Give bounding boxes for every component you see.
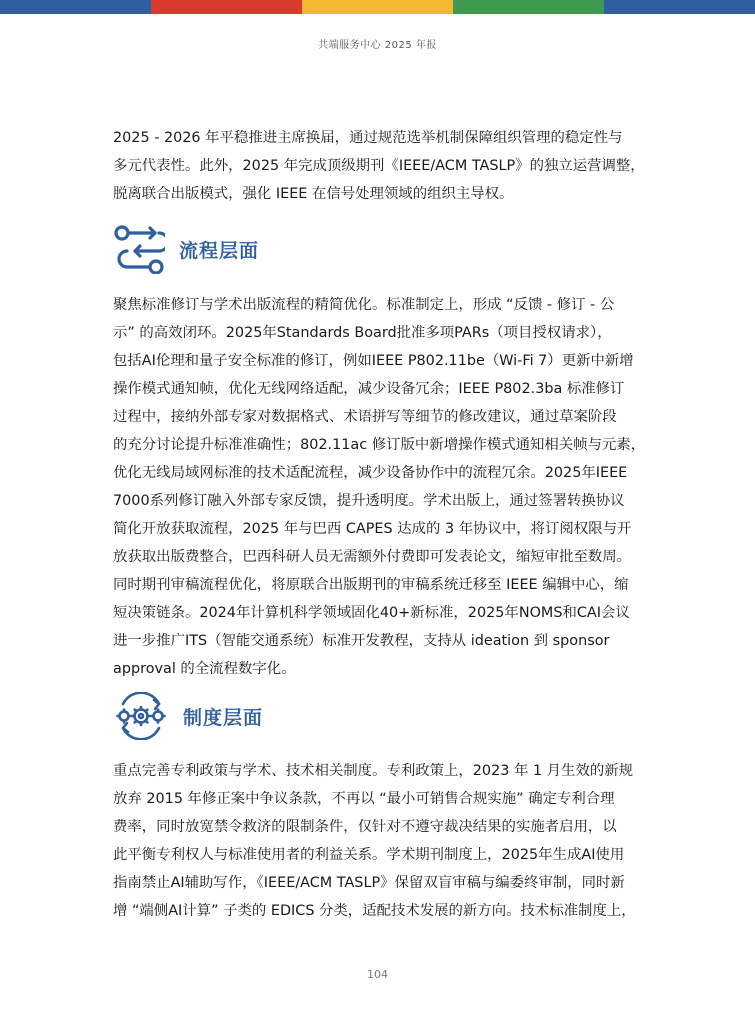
text-line: 操作模式通知帧，优化无线网络适配，减少设备冗余；IEEE P802.3ba 标准修订 bbox=[113, 381, 625, 397]
text-line: 聚焦标准修订与学术出版流程的精简优化。标准制定上，形成 “反馈 - 修订 - 公 bbox=[113, 297, 615, 313]
system-paragraph bbox=[113, 757, 653, 925]
text-line: approval 的全流程数字化。 bbox=[113, 661, 296, 677]
process-flow-icon bbox=[113, 224, 165, 274]
color-bar-segment bbox=[151, 0, 302, 14]
text-line: 增 “端侧AI计算” 子类的 EDICS 分类，适配技术发展的新方向。技术标准制度上， bbox=[113, 903, 636, 919]
text-line: 的充分讨论提升标准准确性；802.11ac 修订版中新增操作模式通知相关帧与元素， bbox=[113, 437, 646, 453]
page-header-title: 共端服务中心 2025 年报 bbox=[318, 40, 437, 51]
text-line: 7000系列修订融入外部专家反馈，提升透明度。学术出版上，通过签署转换协议 bbox=[113, 493, 625, 509]
text-line: 同时期刊审稿流程优化，将原联合出版期刊的审稿系统迁移至 IEEE 编辑中心，缩 bbox=[113, 577, 629, 593]
gears-icon bbox=[113, 692, 169, 740]
text-line: 过程中，接纳外部专家对数据格式、术语拼写等细节的修改建议，通过草案阶段 bbox=[113, 409, 617, 425]
top-color-bar bbox=[0, 0, 755, 14]
text-line: 简化开放获取流程，2025 年与巴西 CAPES 达成的 3 年协议中，将订阅权限与开 bbox=[113, 521, 632, 537]
text-line: 重点完善专利政策与学术、技术相关制度。专利政策上，2023 年 1 月生效的新规 bbox=[113, 763, 634, 779]
page-number: 104 bbox=[367, 968, 388, 981]
section-title: 流程层面 bbox=[179, 239, 260, 262]
section-title: 制度层面 bbox=[183, 706, 264, 729]
color-bar-segment bbox=[0, 0, 151, 14]
color-bar-segment bbox=[302, 0, 453, 14]
section-heading-process bbox=[113, 224, 259, 274]
color-bar-segment bbox=[604, 0, 755, 14]
text-line: 多元代表性。此外，2025 年完成顶级期刊《IEEE/ACM TASLP》的独立运营调整， bbox=[113, 158, 645, 174]
text-line: 进一步推广ITS（智能交通系统）标准开发教程，支持从 ideation 到 sponsor bbox=[113, 633, 610, 649]
section-heading-system bbox=[113, 692, 263, 740]
text-line: 2025 - 2026 年平稳推进主席换届，通过规范选举机制保障组织管理的稳定性与 bbox=[113, 130, 623, 146]
process-paragraph bbox=[113, 291, 653, 683]
intro-paragraph bbox=[113, 124, 653, 208]
color-bar-segment bbox=[453, 0, 604, 14]
text-line: 短决策链条。2024年计算机科学领域固化40+新标准，2025年NOMS和CAI会议 bbox=[113, 605, 630, 621]
text-line: 放弃 2015 年修正案中争议条款，不再以 “最小可销售合规实施” 确定专利合理 bbox=[113, 791, 615, 807]
text-line: 包括AI伦理和量子安全标准的修订，例如IEEE P802.11be（Wi-Fi 7）更新中新增 bbox=[113, 353, 634, 369]
text-line: 此平衡专利权人与标准使用者的利益关系。学术期刊制度上，2025年生成AI使用 bbox=[113, 847, 625, 863]
text-line: 放获取出版费整合，巴西科研人员无需额外付费即可发表论文，缩短审批至数周。 bbox=[113, 549, 632, 565]
text-line: 费率，同时放宽禁令救济的限制条件，仅针对不遵守裁决结果的实施者启用，以 bbox=[113, 819, 617, 835]
text-line: 示” 的高效闭环。2025年Standards Board批准多项PARs（项目授权请求）， bbox=[113, 325, 612, 341]
text-line: 优化无线局域网标准的技术适配流程，减少设备协作中的流程冗余。2025年IEEE bbox=[113, 465, 628, 481]
text-line: 脱离联合出版模式，强化 IEEE 在信号处理领域的组织主导权。 bbox=[113, 186, 514, 202]
text-line: 指南禁止AI辅助写作，《IEEE/ACM TASLP》保留双盲审稿与编委终审制，同时新 bbox=[113, 875, 625, 891]
